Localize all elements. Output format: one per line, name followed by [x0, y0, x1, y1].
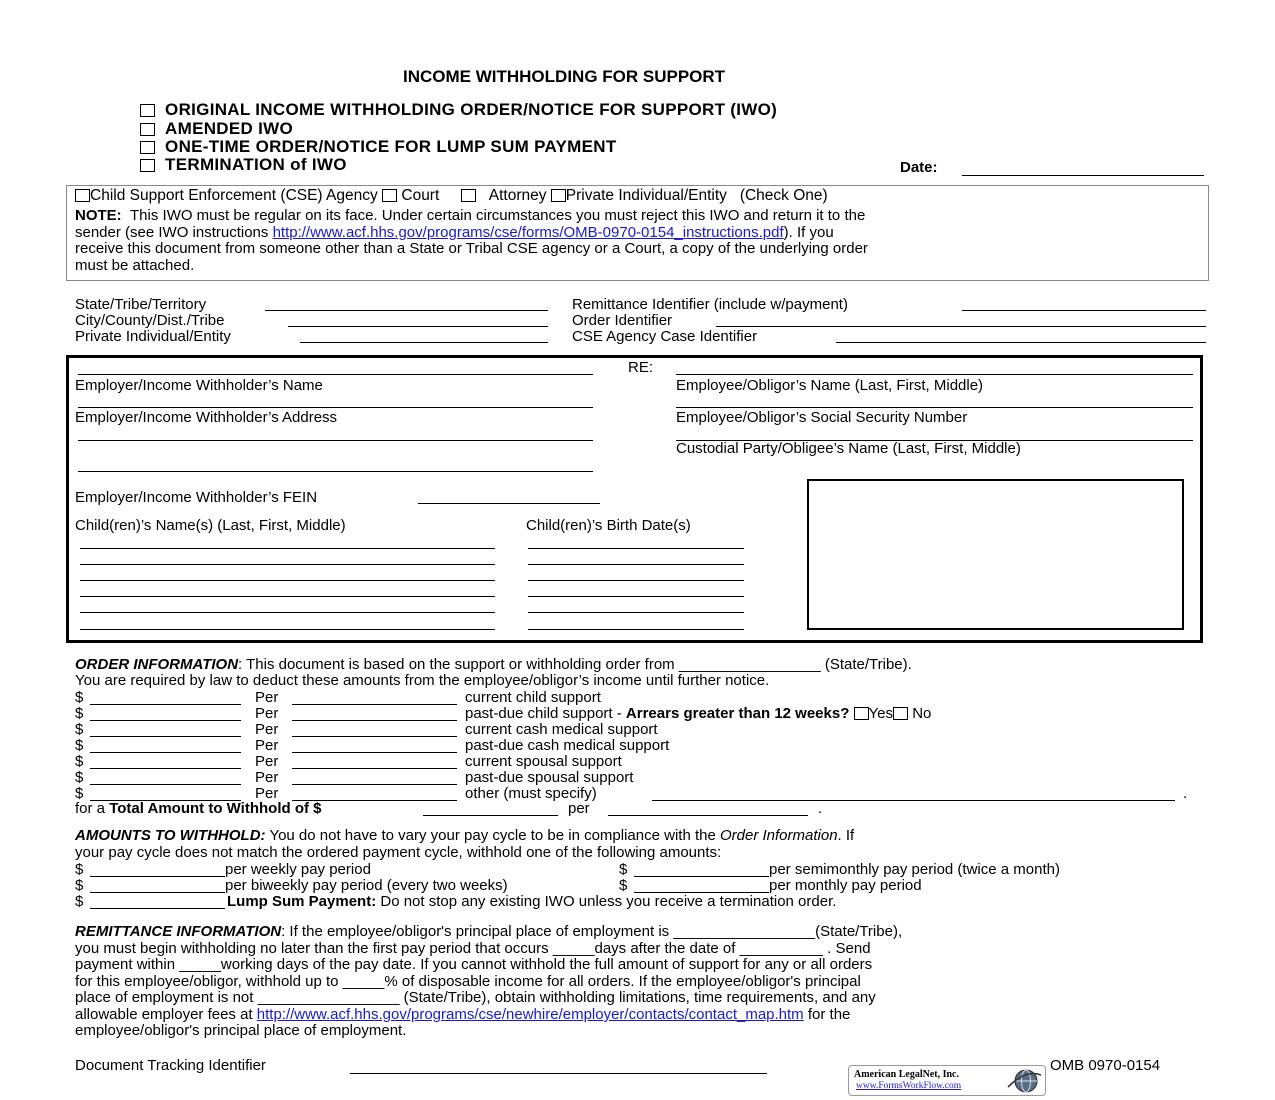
order-info-line1: ORDER INFORMATION: This document is based on the support or withholding order from _________________ (State/Tribe). — [75, 656, 912, 673]
dollar-sign: $ — [75, 861, 84, 878]
amount-field[interactable] — [90, 736, 241, 737]
child-birth-field[interactable] — [528, 596, 744, 597]
omb-number: OMB 0970-0154 — [1050, 1057, 1161, 1074]
child-birth-field[interactable] — [528, 580, 744, 581]
remit-line1: REMITTANCE INFORMATION: If the employee/obligor's principal place of employment is _________________(State/Tribe), — [75, 923, 903, 940]
remit-line5: place of employment is not _________________ (State/Tribe), obtain withholding limitations, time requirements, and any — [75, 989, 876, 1006]
employee-name-label: Employee/Obligor’s Name (Last, First, Middle) — [676, 377, 984, 394]
employer-address-field-2[interactable] — [78, 440, 593, 441]
total-per-label: per — [568, 800, 590, 817]
row-label: current cash medical support — [465, 721, 658, 738]
dollar-sign: $ — [619, 877, 628, 894]
remit-line6: allowable employer fees at http://www.acf.hhs.gov/programs/cse/newhire/employer/contacts/contact_map.htm for the — [75, 1006, 851, 1023]
employer-name-field[interactable] — [78, 374, 593, 375]
other-period: . — [1183, 785, 1188, 802]
employer-fein-field[interactable] — [418, 503, 600, 504]
remit-line7: employee/obligor's principal place of employment. — [75, 1022, 407, 1039]
no-checkbox[interactable] — [893, 707, 908, 720]
city-label: City/County/Dist./Tribe — [75, 312, 225, 329]
period-field[interactable] — [292, 720, 457, 721]
amount-field[interactable] — [90, 784, 241, 785]
dollar-sign: $ — [75, 705, 84, 722]
period-field[interactable] — [292, 784, 457, 785]
biweekly-label: per biweekly pay period (every two weeks) — [225, 877, 508, 894]
type-label: AMENDED IWO — [165, 119, 294, 138]
total-amount-field[interactable] — [423, 815, 558, 816]
date-label: Date: — [900, 159, 938, 176]
type-lump-sum[interactable] — [140, 138, 617, 155]
order-info-line2: You are required by law to deduct these amounts from the employee/obligor’s income until further notice. — [75, 672, 770, 689]
weekly-label: per weekly pay period — [225, 861, 371, 878]
amount-field[interactable] — [90, 752, 241, 753]
american-legalnet-logo — [848, 1065, 1046, 1096]
re-label: RE: — [628, 359, 654, 376]
child-birth-field[interactable] — [528, 548, 744, 549]
dollar-sign: $ — [619, 861, 628, 878]
monthly-label: per monthly pay period — [769, 877, 922, 894]
employer-address-field-1[interactable] — [78, 407, 593, 408]
yes-checkbox[interactable] — [854, 707, 869, 720]
child-name-field[interactable] — [80, 629, 495, 630]
per-label: Per — [255, 769, 279, 786]
child-name-field[interactable] — [80, 564, 495, 565]
note-line2: sender (see IWO instructions http://www.acf.hhs.gov/programs/cse/forms/OMB-0970-0154_instructions.pdf). If you — [75, 224, 834, 241]
amount-field[interactable] — [90, 720, 241, 721]
date-field[interactable] — [962, 175, 1204, 176]
note-line3: receive this document from someone other than a State or Tribal CSE agency or a Court, a copy of the underlying order — [75, 240, 868, 257]
lump-sum-line: Lump Sum Payment: Do not stop any existing IWO unless you receive a termination order. — [227, 893, 837, 910]
city-field[interactable] — [288, 326, 548, 327]
child-name-field[interactable] — [80, 612, 495, 613]
checkbox[interactable] — [140, 141, 155, 154]
per-label: Per — [255, 689, 279, 706]
order-id-field[interactable] — [716, 326, 1206, 327]
checkbox[interactable] — [140, 123, 155, 136]
per-label: Per — [255, 737, 279, 754]
instructions-link[interactable]: http://www.acf.hhs.gov/programs/cse/forms/OMB-0970-0154_instructions.pdf — [272, 224, 784, 241]
tracking-label: Document Tracking Identifier — [75, 1057, 266, 1074]
note-line4: must be attached. — [75, 257, 195, 274]
period-field[interactable] — [292, 736, 457, 737]
semimonthly-amount-field[interactable] — [634, 876, 769, 877]
private-label: Private Individual/Entity — [75, 328, 231, 345]
note-line1: NOTE: This IWO must be regular on its face. Under certain circumstances you must reject this IWO and return it to the — [75, 207, 866, 224]
period-field[interactable] — [292, 768, 457, 769]
remittance-id-field[interactable] — [962, 310, 1206, 311]
dollar-sign: $ — [75, 893, 84, 910]
row-label: other (must specify) — [465, 785, 597, 802]
address-window — [807, 479, 1184, 630]
dollar-sign: $ — [75, 785, 84, 802]
child-birth-field[interactable] — [528, 629, 744, 630]
remit-line2: you must begin withholding no later than the first pay period that occurs _____days after the date of __________ . Send — [75, 940, 871, 957]
dollar-sign: $ — [75, 737, 84, 754]
children-names-label: Child(ren)’s Name(s) (Last, First, Middle) — [75, 517, 346, 534]
per-label: Per — [255, 705, 279, 722]
globe-icon — [1006, 1067, 1042, 1095]
child-birth-field[interactable] — [528, 564, 744, 565]
amount-field[interactable] — [90, 704, 241, 705]
private-field[interactable] — [300, 342, 548, 343]
dollar-sign: $ — [75, 689, 84, 706]
sender-options: Child Support Enforcement (CSE) Agency Court Attorney Private Individual/Entity (Check One) — [75, 187, 828, 204]
type-amended[interactable] — [140, 120, 293, 137]
remittance-id-label: Remittance Identifier (include w/payment) — [572, 296, 848, 313]
logo-url[interactable]: www.FormsWorkFlow.com — [856, 1081, 962, 1091]
period-field[interactable] — [292, 704, 457, 705]
type-label: TERMINATION of IWO — [165, 155, 347, 174]
child-name-field[interactable] — [80, 596, 495, 597]
row-label: current spousal support — [465, 753, 622, 770]
row-label: past-due child support - Arrears greater than 12 weeks? Yes No — [465, 705, 932, 722]
lump-sum-amount-field[interactable] — [90, 908, 225, 909]
child-birth-field[interactable] — [528, 612, 744, 613]
weekly-amount-field[interactable] — [90, 876, 225, 877]
checkbox[interactable] — [75, 189, 90, 202]
cse-case-field[interactable] — [836, 342, 1206, 343]
type-original[interactable] — [140, 101, 777, 118]
type-termination[interactable] — [140, 156, 347, 173]
order-id-label: Order Identifier — [572, 312, 673, 329]
employee-ssn-label: Employee/Obligor’s Social Security Number — [676, 409, 968, 426]
checkbox[interactable] — [461, 189, 476, 202]
amount-field[interactable] — [90, 768, 241, 769]
type-label: ORIGINAL INCOME WITHHOLDING ORDER/NOTICE FOR SUPPORT (IWO) — [165, 100, 778, 119]
biweekly-amount-field[interactable] — [90, 892, 225, 893]
row-label: past-due cash medical support — [465, 737, 670, 754]
employee-ssn-field[interactable] — [676, 407, 1193, 408]
employer-address-label: Employer/Income Withholder’s Address — [75, 409, 338, 426]
employee-name-field[interactable] — [676, 374, 1193, 375]
checkbox[interactable] — [551, 189, 566, 202]
row-label: current child support — [465, 689, 601, 706]
dollar-sign: $ — [75, 877, 84, 894]
dollar-sign: $ — [75, 769, 84, 786]
per-label: Per — [255, 785, 279, 802]
child-name-field[interactable] — [80, 580, 495, 581]
checkbox[interactable] — [382, 189, 397, 202]
amounts-line2: your pay cycle does not match the ordered payment cycle, withhold one of the following amounts: — [75, 844, 722, 861]
employer-address-field-3[interactable] — [78, 471, 593, 472]
period-field[interactable] — [292, 752, 457, 753]
contact-map-link[interactable]: http://www.acf.hhs.gov/programs/cse/newhire/employer/contacts/contact_map.htm — [256, 1006, 804, 1023]
per-label: Per — [255, 721, 279, 738]
checkbox[interactable] — [140, 159, 155, 172]
dollar-sign: $ — [75, 721, 84, 738]
checkbox[interactable] — [140, 104, 155, 117]
total-period-field[interactable] — [608, 815, 808, 816]
type-label: ONE-TIME ORDER/NOTICE FOR LUMP SUM PAYMENT — [165, 137, 617, 156]
other-specify-field[interactable] — [652, 800, 1175, 801]
logo-name: American LegalNet, Inc. — [854, 1069, 959, 1080]
semimonthly-label: per semimonthly pay period (twice a month) — [769, 861, 1060, 878]
state-field[interactable] — [265, 310, 548, 311]
amounts-line1: AMOUNTS TO WITHHOLD: You do not have to vary your pay cycle to be in compliance with the Order Information. If — [75, 827, 855, 844]
children-birth-label: Child(ren)’s Birth Date(s) — [526, 517, 691, 534]
employer-name-label: Employer/Income Withholder’s Name — [75, 377, 323, 394]
state-label: State/Tribe/Territory — [75, 296, 207, 313]
dollar-sign: $ — [75, 753, 84, 770]
child-name-field[interactable] — [80, 548, 495, 549]
custodial-label: Custodial Party/Obligee’s Name (Last, First, Middle) — [676, 440, 1021, 457]
remit-line4: for this employee/obligor, withhold up to _____% of disposable income for all orders. If the employee/obligor's principal — [75, 973, 861, 990]
row-label: past-due spousal support — [465, 769, 634, 786]
total-period: . — [818, 800, 823, 817]
per-label: Per — [255, 753, 279, 770]
tracking-field[interactable] — [350, 1073, 767, 1074]
total-line: for a Total Amount to Withhold of $ — [75, 800, 322, 817]
employer-fein-label: Employer/Income Withholder’s FEIN — [75, 489, 318, 506]
page-title: INCOME WITHHOLDING FOR SUPPORT — [403, 67, 726, 86]
cse-case-label: CSE Agency Case Identifier — [572, 328, 758, 345]
remit-line3: payment within _____working days of the pay date. If you cannot withhold the full amount of support for any or all orders — [75, 956, 873, 973]
